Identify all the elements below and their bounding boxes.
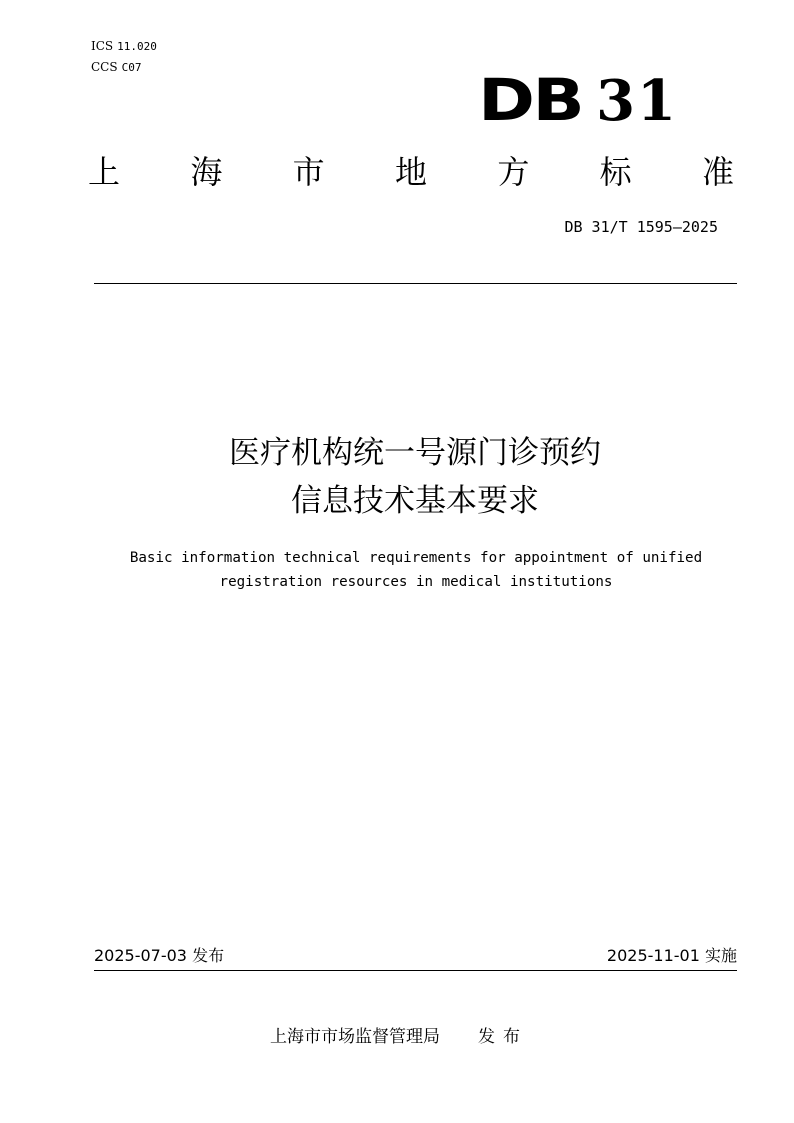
issuer-verb: 发布	[478, 1027, 528, 1047]
db-logo-number: 31	[596, 68, 678, 134]
standard-type-heading	[88, 150, 734, 194]
title-cn-line-2: 信息技术基本要求	[291, 483, 539, 519]
standard-number: DB 31/T 1595—2025	[564, 218, 718, 236]
ccs-code: C07	[121, 61, 142, 74]
title-cn-line-1: 医疗机构统一号源门诊预约	[229, 435, 601, 471]
issuing-authority	[270, 1025, 528, 1049]
issuer-name: 上海市市场监督管理局	[270, 1027, 440, 1047]
top-divider	[94, 283, 737, 284]
ics-classification	[91, 39, 157, 54]
ics-code: 11.020	[117, 40, 157, 53]
standard-type-char: 准	[701, 153, 734, 191]
effective-date: 2025-11-01 实施	[606, 946, 737, 965]
ics-label: ICS	[91, 39, 114, 53]
title-en-line-1: Basic information technical requirements for appointment of unified	[129, 550, 703, 566]
title-en-line-2: registration resources in medical institutions	[219, 574, 613, 590]
db-logo-letters: DB	[477, 66, 583, 134]
standard-type-char: 市	[292, 153, 325, 191]
standard-type-char: 上	[88, 153, 121, 191]
db-logo	[477, 66, 678, 134]
standard-type-char: 海	[190, 153, 223, 191]
standard-type-char: 方	[497, 153, 530, 191]
standard-type-char: 标	[599, 153, 632, 191]
bottom-divider	[94, 970, 737, 971]
ccs-classification	[91, 60, 141, 75]
ccs-label: CCS	[91, 60, 118, 74]
publish-date: 2025-07-03 发布	[94, 946, 225, 965]
standard-type-char: 地	[394, 153, 427, 191]
